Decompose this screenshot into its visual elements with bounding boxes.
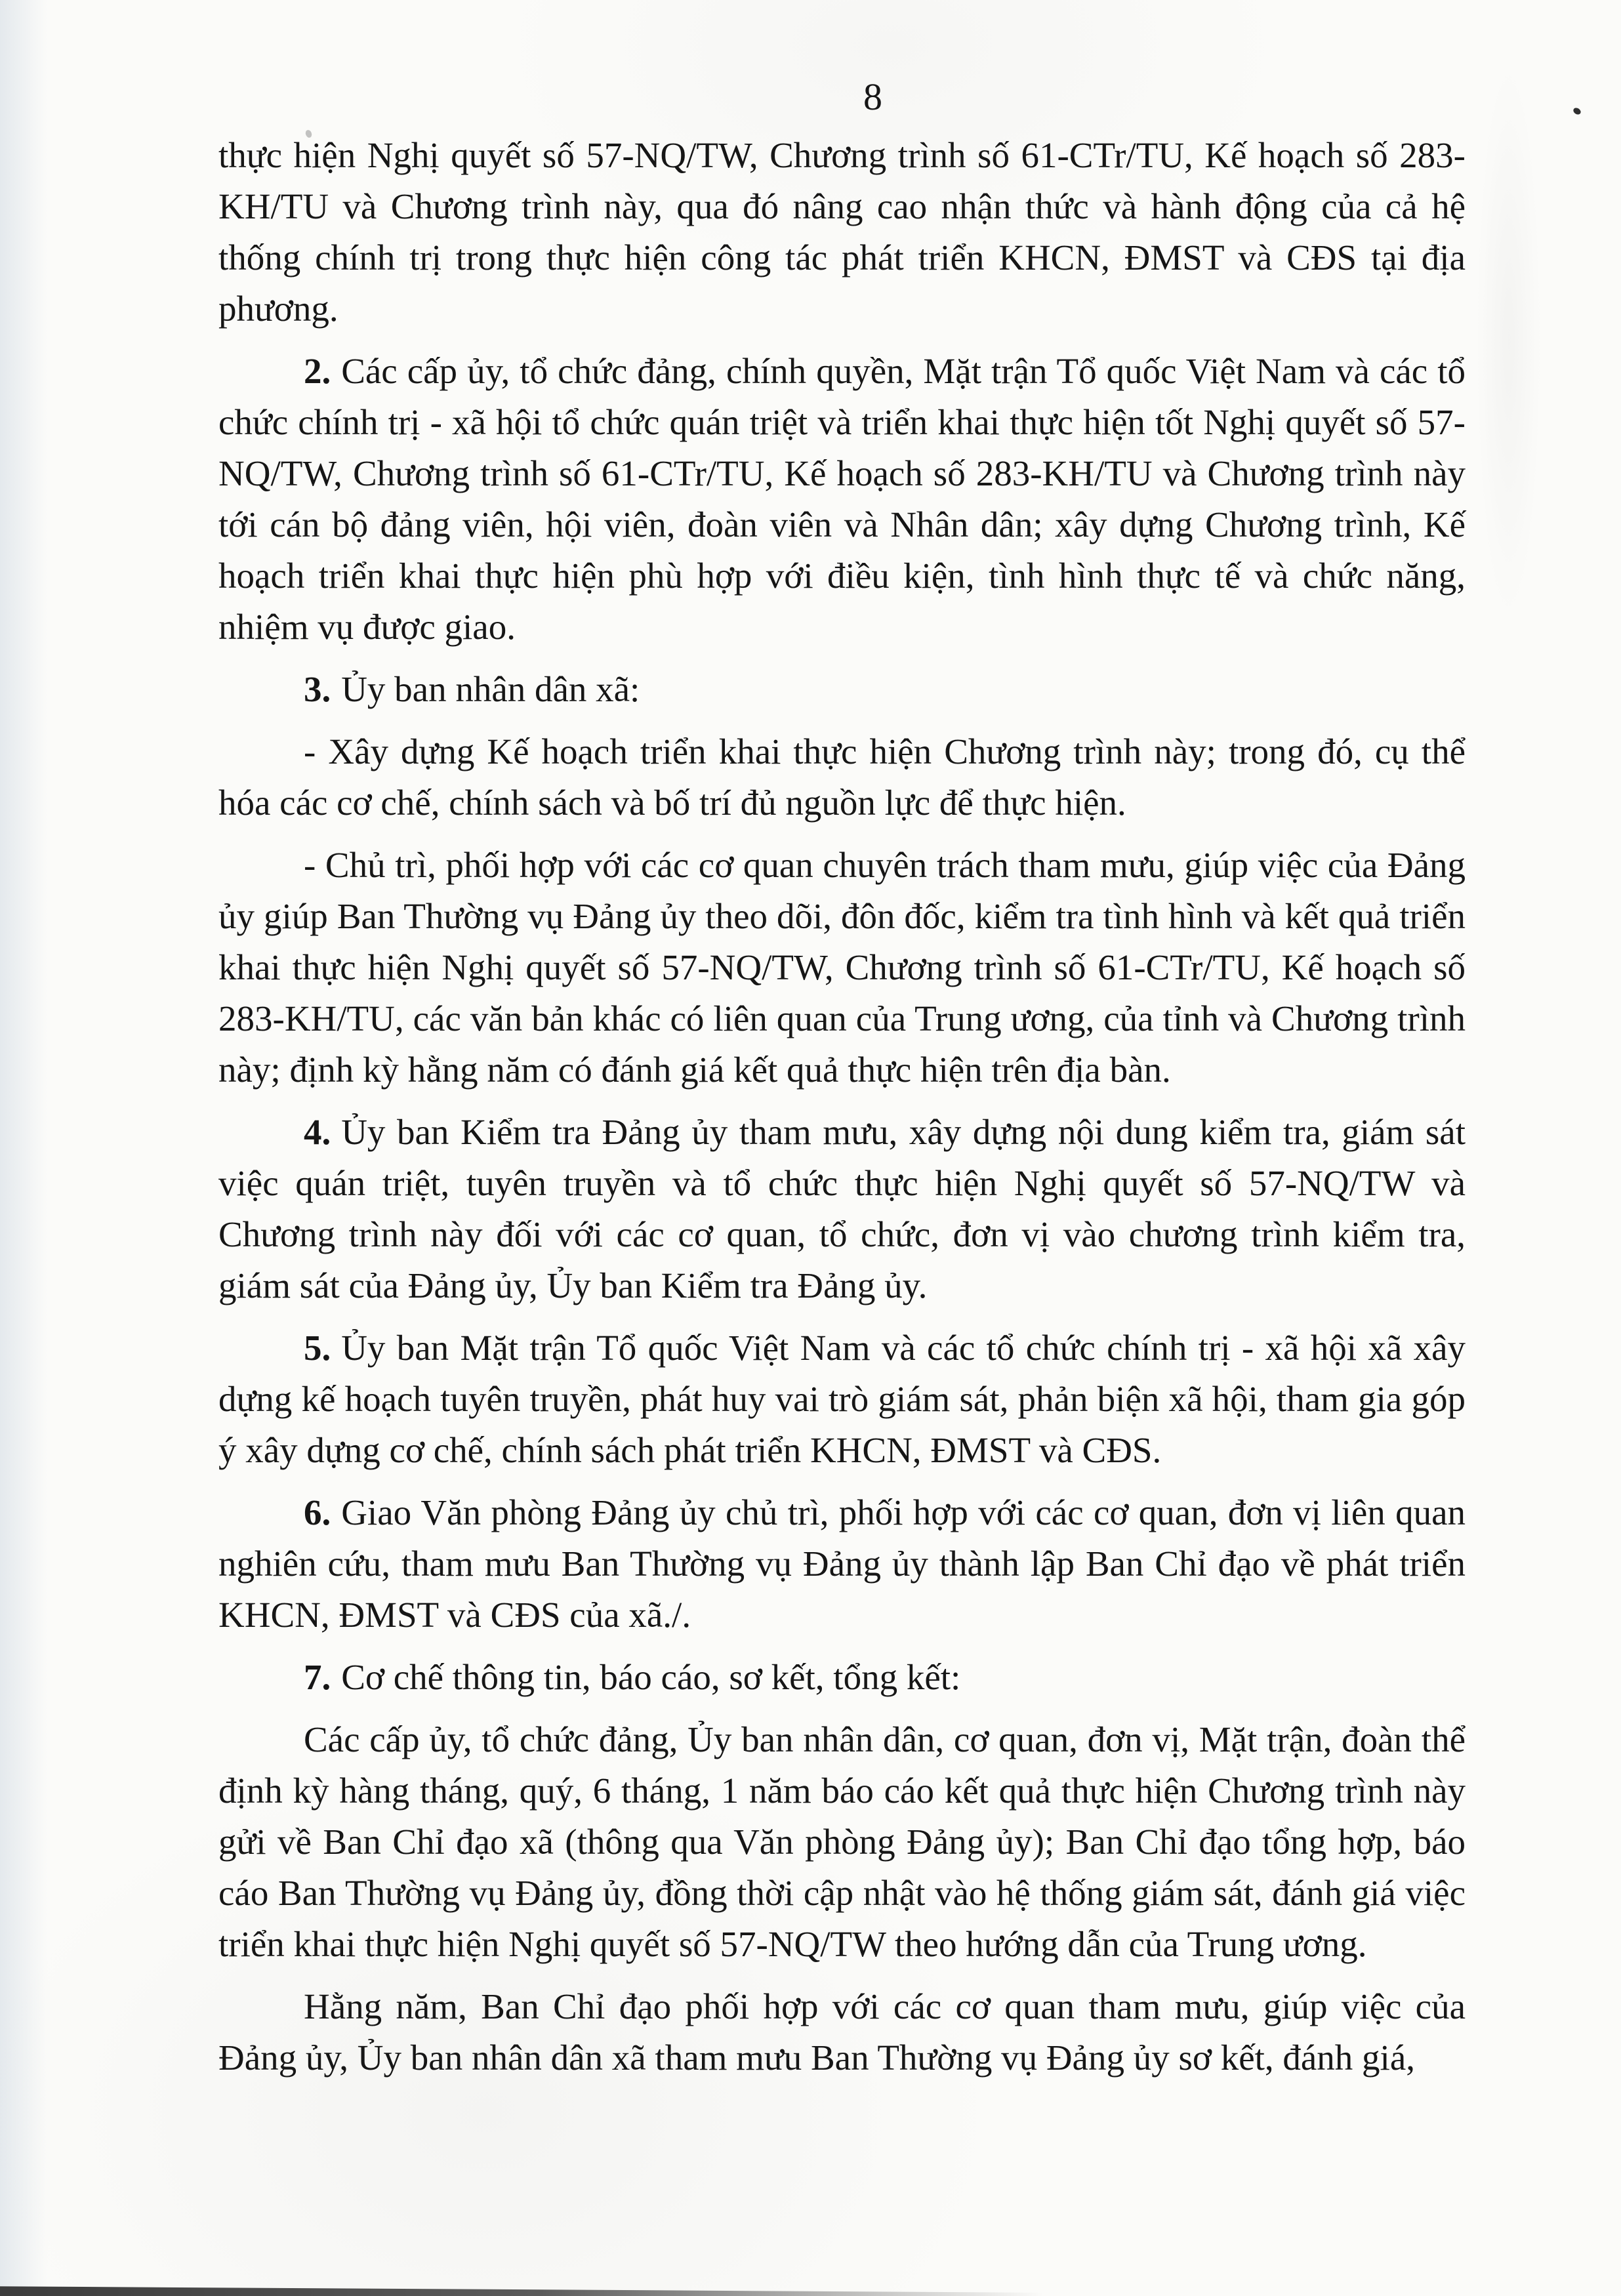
paragraph <box>218 1107 1466 1311</box>
paragraph <box>218 1652 1466 1703</box>
paragraph-text: Các cấp ủy, tổ chức đảng, Ủy ban nhân dân, cơ quan, đơn vị, Mặt trận, đoàn thể định kỳ hàng tháng, quý, 6 tháng, 1 năm báo cáo kết quả thực hiện Chương trình này gửi về Ban Chỉ đạo xã (thông qua Văn phòng Đảng ủy); Ban Chỉ đạo tổng hợp, báo cáo Ban Thường vụ Đảng ủy, đồng thời cập nhật vào hệ thống giám sát, đánh giá việc triển khai thực hiện Nghị quyết số 57-NQ/TW theo hướng dẫn của Trung ương. <box>218 1719 1466 1964</box>
paragraph-text: Ủy ban Kiểm tra Đảng ủy tham mưu, xây dựng nội dung kiểm tra, giám sát việc quán triệt, tuyên truyền và tổ chức thực hiện Nghị quyết số 57-NQ/TW và Chương trình này đối với các cơ quan, tổ chức, đơn vị vào chương trình kiểm tra, giám sát của Đảng ủy, Ủy ban Kiểm tra Đảng ủy. <box>218 1112 1466 1305</box>
paragraph-text: - Xây dựng Kế hoạch triển khai thực hiện Chương trình này; trong đó, cụ thể hóa các cơ chế, chính sách và bố trí đủ nguồn lực để thực hiện. <box>218 731 1466 823</box>
paragraph-text: Ủy ban nhân dân xã: <box>341 669 640 709</box>
paragraph <box>218 1322 1466 1476</box>
paragraph-text: Ủy ban Mặt trận Tổ quốc Việt Nam và các tổ chức chính trị - xã hội xã xây dựng kế hoạch tuyên truyền, phát huy vai trò giám sát, phản biện xã hội, tham gia góp ý xây dựng cơ chế, chính sách phát triển KHCN, ĐMST và CĐS. <box>218 1328 1466 1470</box>
paragraph <box>218 1981 1466 2083</box>
paragraph <box>218 346 1466 653</box>
paragraph-text: Hằng năm, Ban Chỉ đạo phối hợp với các cơ quan tham mưu, giúp việc của Đảng ủy, Ủy ban nhân dân xã tham mưu Ban Thường vụ Đảng ủy sơ kết, đánh giá, <box>218 1986 1466 2078</box>
paragraph-text: Giao Văn phòng Đảng ủy chủ trì, phối hợp với các cơ quan, đơn vị liên quan nghiên cứu, tham mưu Ban Thường vụ Đảng ủy thành lập Ban Chỉ đạo về phát triển KHCN, ĐMST và CĐS của xã./. <box>218 1492 1466 1635</box>
paragraph-text: thực hiện Nghị quyết số 57-NQ/TW, Chương trình số 61-CTr/TU, Kế hoạch số 283-KH/TU và Chương trình này, qua đó nâng cao nhận thức và hành động của cả hệ thống chính trị trong thực hiện công tác phát triển KHCN, ĐMST và CĐS tại địa phương. <box>218 135 1466 329</box>
paragraph <box>218 664 1466 715</box>
paragraph-text: Các cấp ủy, tổ chức đảng, chính quyền, Mặt trận Tổ quốc Việt Nam và các tổ chức chính trị - xã hội tổ chức quán triệt và triển khai thực hiện tốt Nghị quyết số 57-NQ/TW, Chương trình số 61-CTr/TU, Kế hoạch số 283-KH/TU và Chương trình này tới cán bộ đảng viên, hội viên, đoàn viên và Nhân dân; xây dựng Chương trình, Kế hoạch triển khai thực hiện phù hợp với điều kiện, tình hình thực tế và chức năng, nhiệm vụ được giao. <box>218 351 1466 647</box>
page-number: 8 <box>863 75 882 118</box>
scan-speck <box>1572 107 1582 116</box>
paragraph-number: 7. <box>304 1657 331 1697</box>
paragraph <box>218 726 1466 829</box>
paragraph-text: Cơ chế thông tin, báo cáo, sơ kết, tổng kết: <box>341 1657 961 1697</box>
paragraph-number: 6. <box>304 1492 331 1532</box>
paragraph <box>218 1714 1466 1970</box>
paragraph <box>218 130 1466 335</box>
document-body <box>218 130 1466 2095</box>
paragraph <box>218 1487 1466 1641</box>
paragraph-number: 4. <box>304 1112 331 1152</box>
paragraph-text: - Chủ trì, phối hợp với các cơ quan chuyên trách tham mưu, giúp việc của Đảng ủy giúp Ban Thường vụ Đảng ủy theo dõi, đôn đốc, kiểm tra tình hình và kết quả triển khai thực hiện Nghị quyết số 57-NQ/TW, Chương trình số 61-CTr/TU, Kế hoạch số 283-KH/TU, các văn bản khác có liên quan của Trung ương, của tỉnh và Chương trình này; định kỳ hằng năm có đánh giá kết quả thực hiện trên địa bàn. <box>218 845 1466 1090</box>
paragraph <box>218 840 1466 1096</box>
paragraph-number: 3. <box>304 669 331 709</box>
scan-shadow <box>0 2286 1076 2296</box>
scan-edge-tint <box>0 0 47 2296</box>
paragraph-number: 2. <box>304 351 331 391</box>
paragraph-number: 5. <box>304 1328 331 1368</box>
